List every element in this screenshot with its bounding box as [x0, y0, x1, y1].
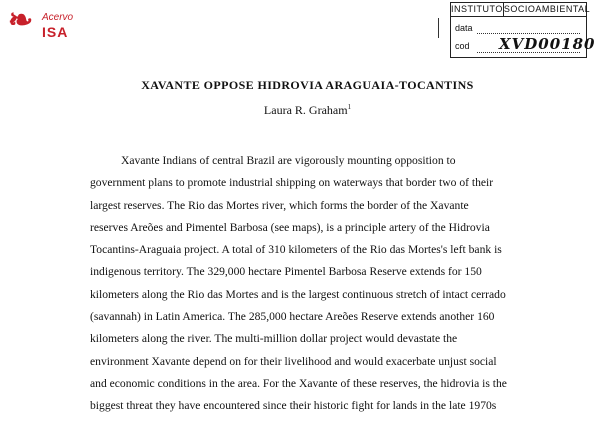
stamp-data-line: [477, 33, 580, 34]
stamp-data-label: data: [455, 23, 473, 33]
stamp-cod-label: cod: [455, 41, 470, 51]
paragraph-line: kilometers along the Rio das Mortes and is the largest continuous stretch of intact cerrado: [90, 287, 506, 301]
binder-mark: [438, 18, 445, 38]
document-author: [0, 103, 615, 118]
paragraph-line: largest reserves. The Rio das Mortes river, which forms the border of the Xavante: [90, 198, 469, 212]
author-footnote-marker: 1: [347, 103, 352, 111]
author-name: Laura R. Graham: [263, 103, 348, 117]
logo-leaf-icon: ❧: [8, 4, 33, 37]
paragraph-line: environment Xavante depend on for their livelihood and would exacerbate unjust social: [90, 354, 497, 368]
archive-stamp: [450, 2, 596, 58]
stamp-header-left: INSTITUTO: [451, 4, 503, 14]
stamp-code-value: XVD00180: [499, 35, 596, 53]
stamp-header: [451, 3, 591, 17]
paragraph-line: (savannah) in Latin America. The 285,000 hectare Areões Reserve extends another 160: [90, 310, 495, 324]
paragraph-line: biggest threat they have encountered since their historic fight for lands in the late 1970s: [90, 399, 497, 413]
logo-isa-text: ISA: [42, 24, 69, 40]
paragraph-line: Tocantins-Araguaia project. A total of 310 kilometers of the Rio das Mortes's left bank is: [90, 243, 502, 257]
stamp-header-right: SOCIOAMBIENTAL: [503, 4, 591, 14]
paragraph-line: reserves Areões and Pimentel Barbosa (see maps), is a principle artery of the Hidrovia: [90, 220, 490, 234]
body-paragraph: [90, 150, 530, 418]
document-title: XAVANTE OPPOSE HIDROVIA ARAGUAIA-TOCANTINS: [141, 78, 474, 92]
paragraph-line: government plans to promote industrial shipping on waterways that border two of their: [90, 176, 494, 190]
logo-acervo-text: Acervo: [42, 12, 74, 23]
paragraph-line: Xavante Indians of central Brazil are vigorously mounting opposition to: [121, 154, 456, 167]
paragraph-line: indigenous territory. The 329,000 hectare Pimentel Barbosa Reserve extends for 150: [90, 265, 482, 279]
paragraph-line: kilometers along the river. The multi-million dollar project would devastate the: [90, 332, 458, 346]
paragraph-line: and economic conditions in the area. For the Xavante of these reserves, the hidrovia is the: [90, 376, 507, 390]
acervo-isa-logo: [8, 4, 80, 50]
